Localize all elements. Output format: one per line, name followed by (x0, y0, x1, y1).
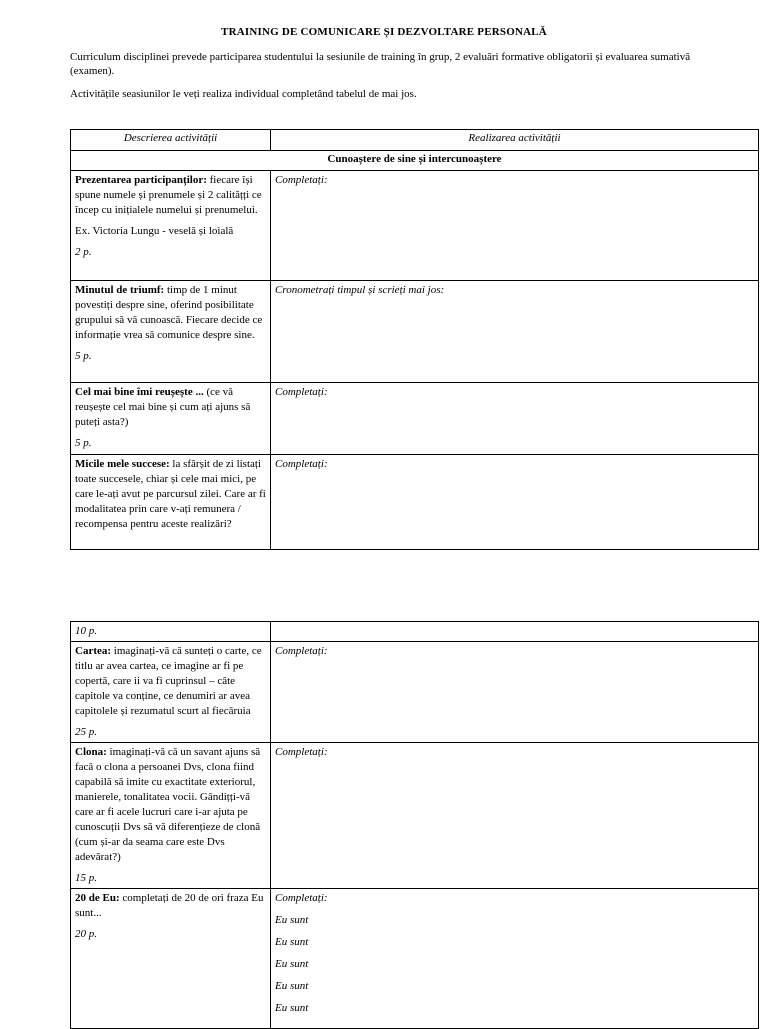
table-row (71, 889, 759, 1029)
activity-description (71, 455, 271, 550)
activity-text: la sfârșit de zi listați toate succesele, chiar și cele mai mici, pe care le-ați avut pe parcursul zilei. Care ar fi modalitatea prin care v-ați remunera / recompensa pentru aceste realizări? (75, 458, 266, 530)
activity-text: completați de 20 de ori fraza Eu sunt... (75, 892, 264, 919)
table-row (71, 383, 759, 455)
answer-cell[interactable] (271, 642, 759, 743)
answer-prompt: Completați: (275, 174, 328, 186)
answer-prompt: Completați: (275, 746, 328, 758)
table-row (71, 171, 759, 281)
activity-text: timp de 1 minut povestiți despre sine, oferind posibilitate grupului să vă cunoască. Fiecare decide ce informație vrea să comunice despre sine. (75, 284, 263, 341)
eu-sunt-line: Eu sunt (275, 958, 309, 970)
activity-points: 2 p. (75, 246, 92, 258)
answer-cell[interactable] (271, 383, 759, 455)
carry-points (71, 622, 271, 642)
activity-label: 20 de Eu: (75, 892, 120, 904)
activity-description (71, 889, 271, 1029)
activity-label: Cel mai bine îmi reușește ... (75, 386, 204, 398)
eu-sunt-line: Eu sunt (275, 980, 309, 992)
activity-label: Cartea: (75, 645, 112, 657)
table-row (71, 743, 759, 889)
section-row (71, 151, 759, 171)
intro-paragraph: Curriculum disciplinei prevede participarea studentului la sesiunile de training în grup, 2 evaluări formative obligatorii și evaluarea sumativă (examen). (70, 51, 691, 77)
header-description: Descrierea activității (71, 130, 271, 151)
activity-example: Ex. Victoria Lungu - veselă și loială (75, 225, 234, 237)
table-row (71, 455, 759, 550)
table-row (71, 642, 759, 743)
activity-label: Clona: (75, 746, 107, 758)
activities-table-continued (70, 621, 759, 1029)
answer-prompt: Completați: (275, 386, 328, 398)
answer-prompt: Completați: (275, 645, 328, 657)
activity-points: 15 p. (75, 872, 97, 884)
activity-text: fiecare își spune numele și prenumele și 2 calitățți ce încep cu inițialele numelui și prenumelui. (75, 174, 262, 216)
answer-cell[interactable] (271, 889, 759, 1029)
answer-cell[interactable] (271, 171, 759, 281)
activity-description (71, 642, 271, 743)
table-row (71, 622, 759, 642)
header-realization: Realizarea activității (271, 130, 759, 151)
document-title: TRAINING DE COMUNICARE ȘI DEZVOLTARE PERSONALĂ (221, 26, 547, 38)
activity-label: Prezentarea participanților: (75, 174, 207, 186)
activity-label: Micile mele succese: (75, 458, 170, 470)
activity-text: (ce vă reușește cel mai bine și cum ați ajuns să puteți asta?) (75, 386, 251, 428)
activity-text: imaginați-vă că sunteți o carte, ce titlu ar avea cartea, ce imagine ar fi pe copertă, care ii va fi cuprinsul – câte capitole va conține, ce denumiri ar avea capitolele și rezumatul scurt al fiecăruia (75, 645, 262, 717)
answer-prompt: Completați: (275, 892, 328, 904)
activity-description (71, 383, 271, 455)
answer-cell[interactable] (271, 455, 759, 550)
activity-text: imaginați-vă că un savant ajuns să facă o clona a persoanei Dvs, clona fiind capabilă să imite cu exactitate exteriorul, manierele, tonalitatea vocii. Gândițți-vă care ar fi acele lucruri care i-ar ajuta pe cunoscuții Dvs să vă diferențieze de clonă (cum și-ar da seama care este Dvs adevărat?) (75, 746, 261, 863)
table-header-row (71, 130, 759, 151)
activity-points: 5 p. (75, 437, 92, 449)
activity-points: 10 p. (75, 625, 97, 637)
section-title: Cunoaștere de sine și intercunoaștere (71, 151, 759, 171)
eu-sunt-line: Eu sunt (275, 936, 309, 948)
activity-label: Minutul de triumf: (75, 284, 165, 296)
answer-prompt: Completați: (275, 458, 328, 470)
eu-sunt-line: Eu sunt (275, 1002, 309, 1014)
activity-description (71, 743, 271, 889)
activity-points: 25 p. (75, 726, 97, 738)
activity-points: 20 p. (75, 928, 97, 940)
activity-description (71, 281, 271, 383)
answer-prompt: Cronometrați timpul și scrieți mai jos: (275, 284, 445, 296)
answer-cell[interactable] (271, 281, 759, 383)
intro-instruction: Activitățile seasiunilor le veți realiza individual completând tabelul de mai jos. (70, 88, 417, 100)
eu-sunt-line: Eu sunt (275, 914, 309, 926)
answer-cell[interactable] (271, 743, 759, 889)
answer-cell[interactable] (271, 622, 759, 642)
activity-points: 5 p. (75, 350, 92, 362)
activity-description (71, 171, 271, 281)
activities-table (70, 129, 759, 550)
table-row (71, 281, 759, 383)
